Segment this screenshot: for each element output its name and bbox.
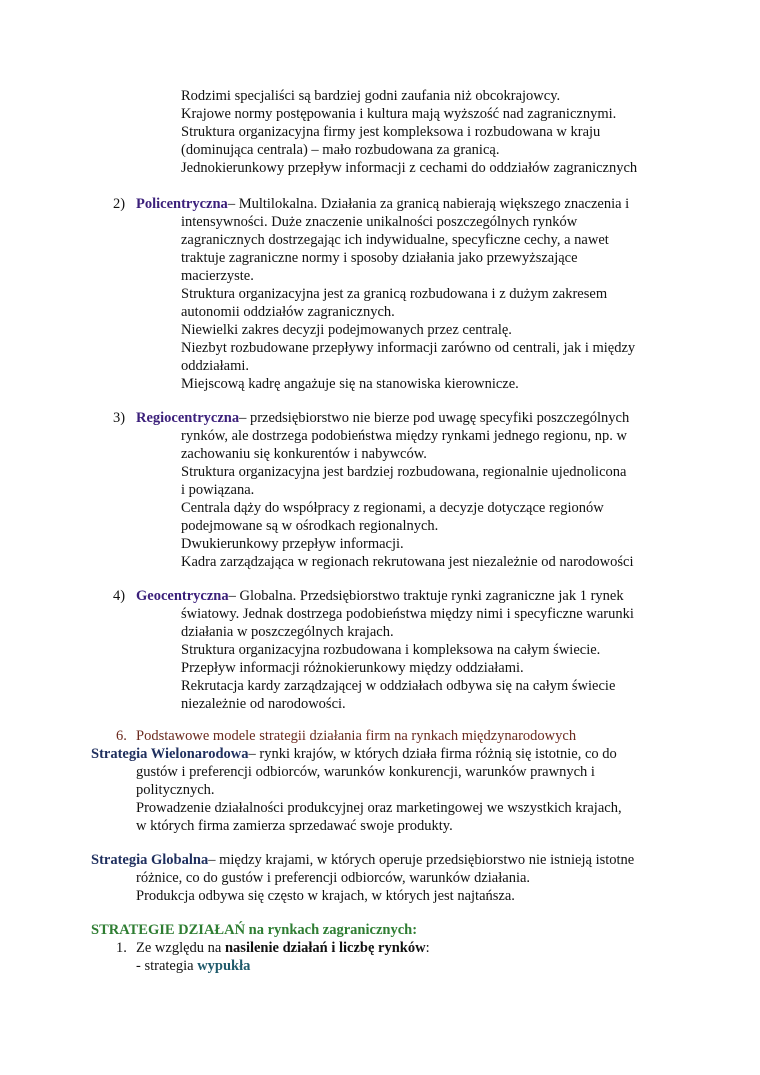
section-4-line: Przepływ informacji różnokierunkowy między oddziałami.	[181, 660, 524, 676]
section-4-term: Geocentryczna	[136, 588, 229, 604]
strategies-heading-bold: STRATEGIE DZIAŁAŃ	[91, 922, 246, 938]
strategy-multinational-line: gustów i preferencji odbiorców, warunków konkurencji, warunków prawnych i	[136, 764, 595, 780]
section-2-line: Struktura organizacyjna jest za granicą rozbudowana i z dużym zakresem	[181, 286, 608, 302]
section-2-line: traktuje zagraniczne normy i sposoby działania jako przewyższające	[181, 250, 578, 266]
section-2-first-line	[136, 196, 629, 213]
section-4-line: działania w poszczególnych krajach.	[181, 624, 394, 640]
section-3-line: Kadra zarządzająca w regionach rekrutowana jest niezależnie od narodowości	[181, 554, 634, 570]
section-2-line: Niezbyt rozbudowane przepływy informacji zarówno od centrali, jak i między	[181, 340, 636, 356]
strategies-heading-rest: na rynkach zagranicznych:	[245, 922, 418, 938]
section-4-line: Struktura organizacyjna rozbudowana i kompleksowa na całym świecie.	[181, 642, 601, 658]
section-3-line: Dwukierunkowy przepływ informacji.	[181, 536, 404, 552]
sub-item	[136, 958, 250, 975]
section-3-first-line	[136, 410, 629, 427]
section-2-number: 2)	[113, 196, 126, 212]
section-3-number: 3)	[113, 410, 126, 426]
intro-line-2: Krajowe normy postępowania i kultura mają wyższość nad zagranicznymi.	[181, 106, 617, 122]
list-item-1-number: 1.	[116, 940, 127, 956]
list-item-1-bold: nasilenie działań i liczbę rynków	[224, 940, 426, 956]
sub-item-prefix: - strategia	[136, 958, 198, 974]
intro-line-3: Struktura organizacyjna firmy jest kompleksowa i rozbudowana w kraju	[181, 124, 601, 140]
section-3-line: Centrala dąży do współpracy z regionami, a decyzje dotyczące regionów	[181, 500, 604, 516]
strategy-multinational-line: w których firma zamierza sprzedawać swoje produkty.	[136, 818, 453, 834]
intro-line-1: Rodzimi specjaliści są bardziej godni zaufania niż obcokrajowcy.	[181, 88, 561, 104]
section-4-line: Rekrutacja kardy zarządzającej w oddziałach odbywa się na całym świecie	[181, 678, 616, 694]
section-2-line: autonomii oddziałów zagranicznych.	[181, 304, 395, 320]
section-4-first-rest: – Globalna. Przedsiębiorstwo traktuje rynki zagraniczne jak 1 rynek	[228, 588, 624, 604]
section-3-line: rynków, ale dostrzega podobieństwa między rynkami jednego regionu, np. w	[181, 428, 628, 444]
section-2-line: Miejscową kadrę angażuje się na stanowiska kierownicze.	[181, 376, 519, 392]
strategy-global-first-line	[91, 852, 634, 869]
section-2-first-rest: – Multilokalna. Działania za granicą nabierają większego znaczenia i	[227, 196, 630, 212]
sub-item-bold: wypukła	[197, 958, 251, 974]
heading-6-number: 6.	[116, 728, 127, 744]
strategy-multinational-line: politycznych.	[136, 782, 215, 798]
strategy-multinational-line: Prowadzenie działalności produkcyjnej oraz marketingowej we wszystkich krajach,	[136, 800, 622, 816]
strategy-multinational-first-rest: – rynki krajów, w których działa firma różnią się istotnie, co do	[248, 746, 617, 762]
section-3-line: Struktura organizacyjna jest bardziej rozbudowana, regionalnie ujednolicona	[181, 464, 627, 480]
heading-6-text: Podstawowe modele strategii działania firm na rynkach międzynarodowych	[136, 728, 577, 744]
section-2-line: Niewielki zakres decyzji podejmowanych przez centralę.	[181, 322, 512, 338]
section-2-line: intensywności. Duże znaczenie unikalności poszczególnych rynków	[181, 214, 578, 230]
section-3-line: podejmowane są w ośrodkach regionalnych.	[181, 518, 439, 534]
section-2-line: macierzyste.	[181, 268, 254, 284]
section-2-line: zagranicznych dostrzegając ich indywidualne, specyficzne cechy, a nawet	[181, 232, 609, 248]
list-item-1	[136, 940, 430, 957]
intro-line-5: Jednokierunkowy przepływ informacji z cechami do oddziałów zagranicznych	[181, 160, 638, 176]
section-2-term: Policentryczna	[136, 196, 228, 212]
section-4-number: 4)	[113, 588, 126, 604]
section-3-line: zachowaniu się konkurentów i nabywców.	[181, 446, 427, 462]
strategy-multinational-term: Strategia Wielonarodowa	[91, 746, 249, 762]
intro-line-4: (dominująca centrala) – mało rozbudowana za granicą.	[181, 142, 500, 158]
list-item-1-prefix: Ze względu na	[136, 940, 225, 956]
section-3-term: Regiocentryczna	[136, 410, 240, 426]
strategies-heading	[91, 922, 417, 939]
strategy-global-first-rest: – między krajami, w których operuje przedsiębiorstwo nie istnieją istotne	[208, 852, 635, 868]
section-2-line: oddziałami.	[181, 358, 250, 374]
strategy-global-term: Strategia Globalna	[91, 852, 209, 868]
strategy-global-line: różnice, co do gustów i preferencji odbiorców, warunków działania.	[136, 870, 531, 886]
strategy-global-line: Produkcja odbywa się często w krajach, w których jest najtańsza.	[136, 888, 515, 904]
section-3-line: i powiązana.	[181, 482, 255, 498]
section-3-first-rest: – przedsiębiorstwo nie bierze pod uwagę specyfiki poszczególnych	[239, 410, 630, 426]
list-item-1-suffix: :	[425, 940, 430, 956]
section-4-line: światowy. Jednak dostrzega podobieństwa między nimi i specyficzne warunki	[181, 606, 634, 622]
section-4-first-line	[136, 588, 624, 605]
section-4-line: niezależnie od narodowości.	[181, 696, 346, 712]
strategy-multinational-first-line	[91, 746, 617, 763]
